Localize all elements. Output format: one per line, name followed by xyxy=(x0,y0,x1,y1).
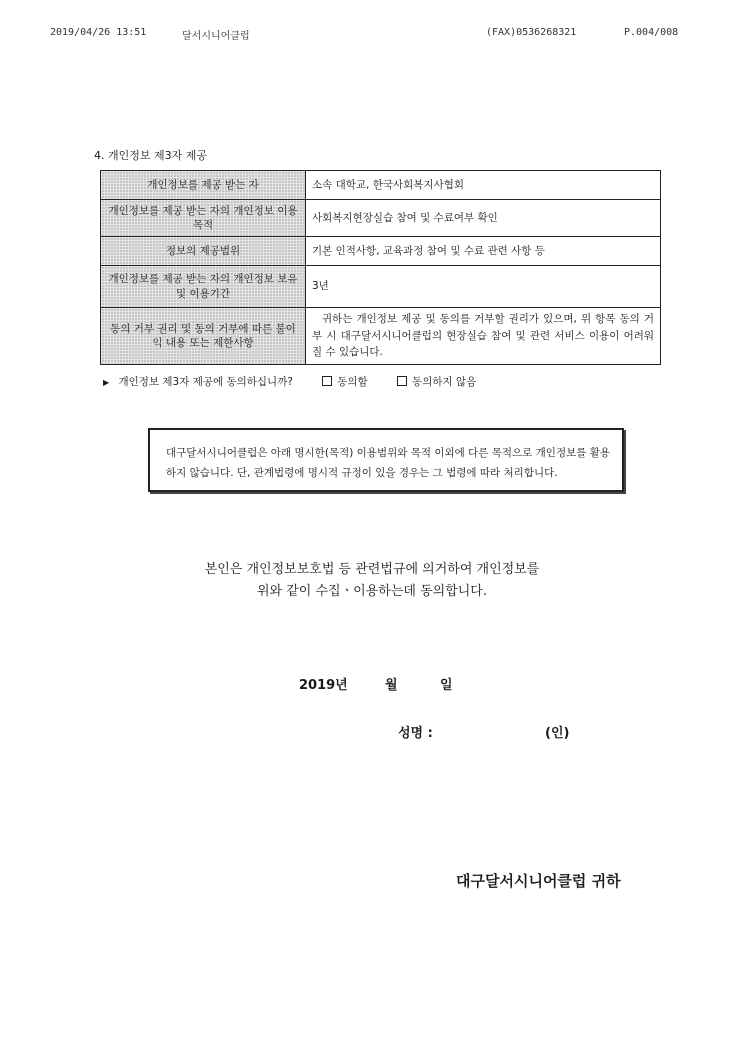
agree-checkbox[interactable] xyxy=(322,376,332,386)
table-row xyxy=(101,171,661,200)
disagree-label: 동의하지 않음 xyxy=(412,376,477,388)
row-label: 개인정보를 제공 받는 자 xyxy=(101,171,306,200)
fax-datetime: 2019/04/26 13:51 xyxy=(50,27,147,38)
agreement-line-1: 본인은 개인정보보호법 등 관련법규에 의거하여 개인정보를 xyxy=(204,562,540,577)
row-value: 귀하는 개인정보 제공 및 동의를 거부할 권리가 있으며, 위 항목 동의 거부 시 대구달서시니어클럽의 현장실습 참여 및 관련 서비스 이용이 어려워질 수 있습니다. xyxy=(306,308,661,365)
signature-label: 성명 : xyxy=(398,726,433,741)
date-line xyxy=(0,674,744,694)
agreement-statement xyxy=(0,559,744,603)
third-party-info-table xyxy=(100,170,661,365)
row-value: 3년 xyxy=(306,266,661,308)
signature-line xyxy=(0,722,744,742)
consent-question: 개인정보 제3자 제공에 동의하십니까? xyxy=(118,376,293,388)
agree-option[interactable] xyxy=(322,376,371,388)
consent-question-row xyxy=(103,374,476,389)
row-label: 동의 거부 권리 및 동의 거부에 따른 불이익 내용 또는 제한사항 xyxy=(101,308,306,365)
notice-text: 대구달서시니어클럽은 아래 명시한(목적) 이용범위와 목적 이외에 다른 목적으로 개인정보를 활용하지 않습니다. 단, 관계법령에 명시적 규정이 있을 경우는 그 법령에 따라 처리합니다. xyxy=(166,447,610,479)
signature-seal: (인) xyxy=(545,726,570,741)
agree-label: 동의함 xyxy=(337,376,368,388)
agreement-line-2: 위와 같이 수집ㆍ이용하는데 동의합니다. xyxy=(256,584,487,600)
fax-sender: 달서시니어클럽 xyxy=(182,31,250,42)
row-value: 사회복지현장실습 참여 및 수료여부 확인 xyxy=(306,200,661,237)
fax-number: (FAX)0536268321 xyxy=(486,27,577,38)
row-label: 정보의 제공범위 xyxy=(101,237,306,266)
date-day: 일 xyxy=(440,678,453,693)
date-year: 2019년 xyxy=(299,678,348,693)
recipient: 대구달서시니어클럽 귀하 xyxy=(456,872,621,890)
disagree-checkbox[interactable] xyxy=(397,376,407,386)
section-title: 4. 개인정보 제3자 제공 xyxy=(94,149,207,162)
row-label: 개인정보를 제공 받는 자의 개인정보 보유 및 이용기간 xyxy=(101,266,306,308)
fax-page: P.004/008 xyxy=(624,27,679,38)
row-value: 소속 대학교, 한국사회복지사협회 xyxy=(306,171,661,200)
row-value: 기본 인적사항, 교육과정 참여 및 수료 관련 사항 등 xyxy=(306,237,661,266)
disagree-option[interactable] xyxy=(397,376,476,388)
row-label: 개인정보를 제공 받는 자의 개인정보 이용 목적 xyxy=(101,200,306,237)
table-row xyxy=(101,266,661,308)
table-row xyxy=(101,308,661,365)
table-row xyxy=(101,237,661,266)
fax-header xyxy=(50,27,690,43)
notice-box xyxy=(148,428,624,492)
bullet-icon: ▶ xyxy=(103,378,110,387)
date-month: 월 xyxy=(385,678,398,693)
table-row xyxy=(101,200,661,237)
